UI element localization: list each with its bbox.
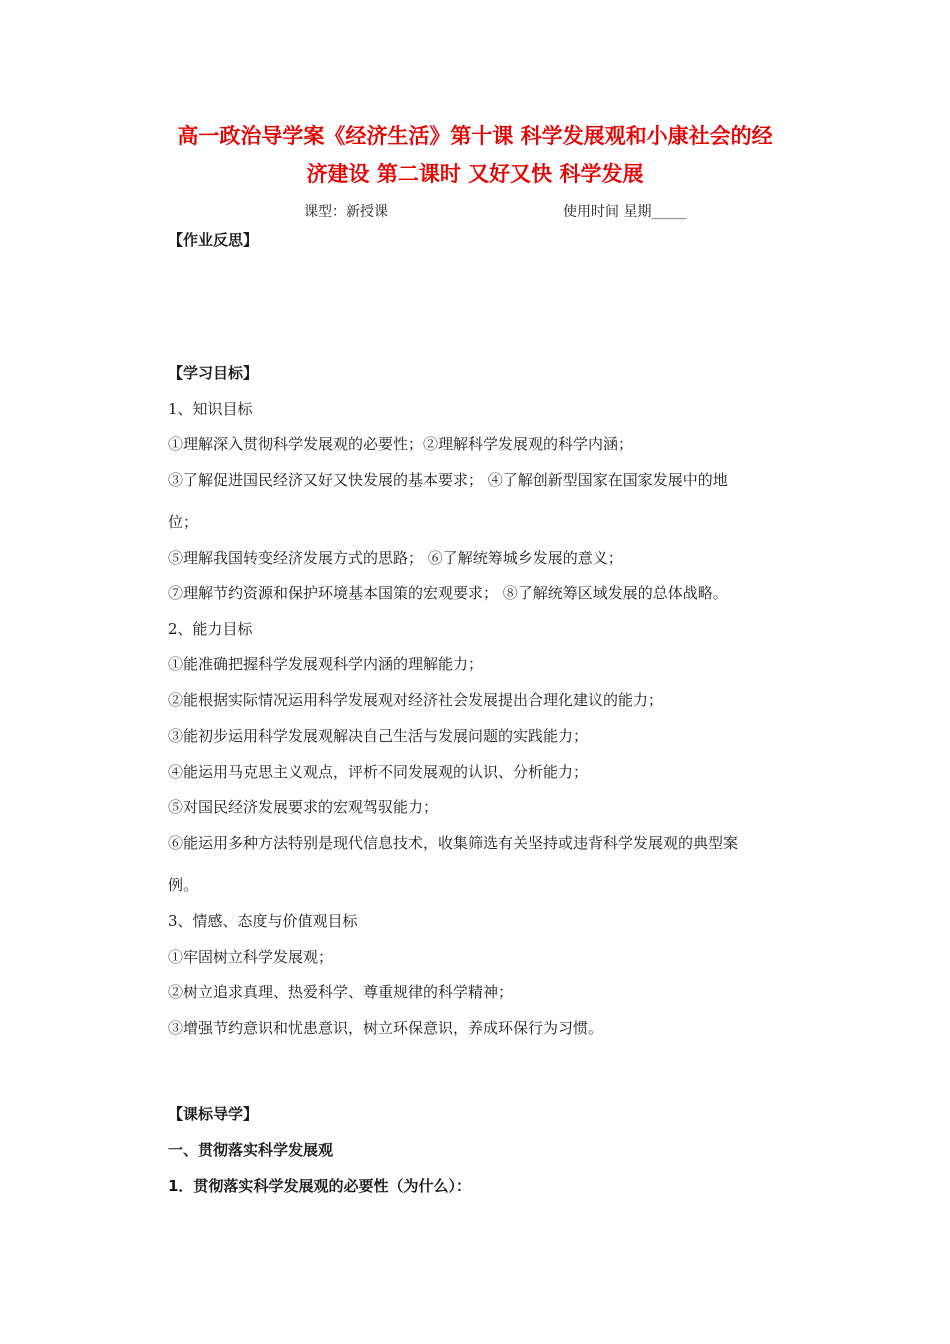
section-homework-reflection: 【作业反思】 xyxy=(168,231,259,249)
knowledge-item: ⑤理解我国转变经济发展方式的思路； ⑥了解统筹城乡发展的意义； xyxy=(168,549,623,567)
knowledge-item: ①理解深入贯彻科学发展观的必要性；②理解科学发展观的科学内涵； xyxy=(168,435,634,453)
section-curriculum-guide: 【课标导学】 xyxy=(168,1105,259,1123)
emotion-item: ①牢固树立科学发展观； xyxy=(168,948,334,966)
knowledge-item: ⑦理解节约资源和保护环境基本国策的宏观要求； ⑧了解统筹区域发展的总体战略。 xyxy=(168,584,728,602)
guide-part-1-heading: 一、贯彻落实科学发展观 xyxy=(168,1141,334,1159)
section-learning-objectives: 【学习目标】 xyxy=(168,364,259,382)
emotion-objectives-heading: 3、情感、态度与价值观目标 xyxy=(168,912,358,930)
ability-item: ③能初步运用科学发展观解决自己生活与发展问题的实践能力； xyxy=(168,727,589,745)
guide-question-1: 1．贯彻落实科学发展观的必要性（为什么）： xyxy=(168,1177,471,1195)
lesson-type: 课型：新授课 xyxy=(304,204,388,220)
ability-item: ⑥能运用多种方法特别是现代信息技术，收集筛选有关坚持或违背科学发展观的典型案 xyxy=(168,834,739,852)
emotion-item: ②树立追求真理、热爱科学、尊重规律的科学精神； xyxy=(168,983,514,1001)
ability-item: ⑤对国民经济发展要求的宏观驾驭能力； xyxy=(168,798,439,816)
document-title-line-1: 高一政治导学案《经济生活》第十课 科学发展观和小康社会的经 xyxy=(177,124,773,148)
usage-time: 使用时间 星期_____ xyxy=(563,204,687,220)
ability-item: 例。 xyxy=(168,876,199,894)
knowledge-item: 位； xyxy=(168,513,199,531)
ability-item: ④能运用马克思主义观点，评析不同发展观的认识、分析能力； xyxy=(168,763,589,781)
ability-item: ①能准确把握科学发展观科学内涵的理解能力； xyxy=(168,655,484,673)
ability-objectives-heading: 2、能力目标 xyxy=(168,620,253,638)
document-title-line-2: 济建设 第二课时 又好又快 科学发展 xyxy=(306,162,644,186)
ability-item: ②能根据实际情况运用科学发展观对经济社会发展提出合理化建议的能力； xyxy=(168,691,664,709)
knowledge-objectives-heading: 1、知识目标 xyxy=(168,400,253,418)
emotion-item: ③增强节约意识和忧患意识，树立环保意识，养成环保行为习惯。 xyxy=(168,1019,604,1037)
knowledge-item: ③了解促进国民经济又好又快发展的基本要求； ④了解创新型国家在国家发展中的地 xyxy=(168,471,728,489)
